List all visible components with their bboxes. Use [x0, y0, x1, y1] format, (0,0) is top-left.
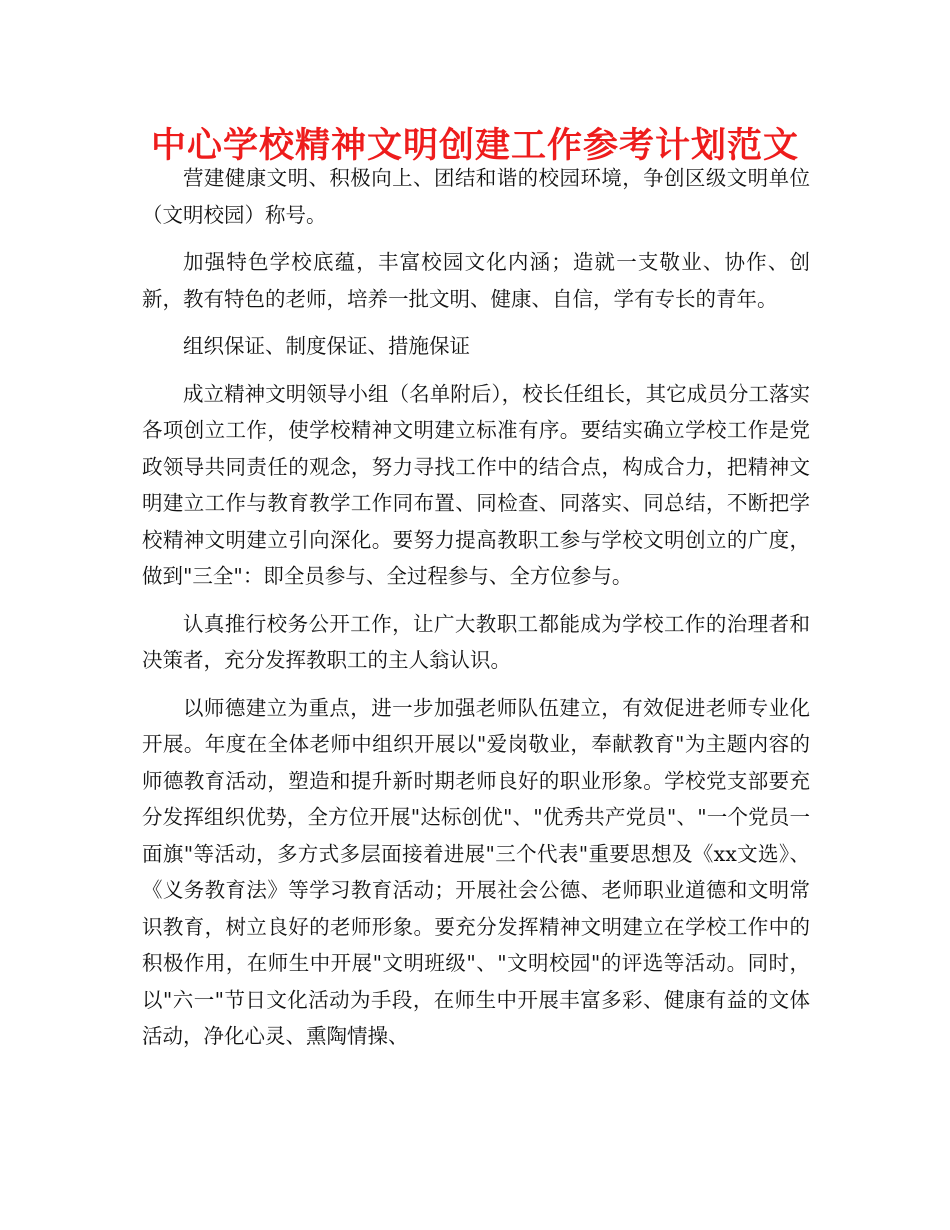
paragraph-1: 营建健康文明、积极向上、团结和谐的校园环境，争创区级文明单位（文明校园）称号。 — [142, 166, 810, 227]
paragraph-4: 成立精神文明领导小组（名单附后），校长任组长，其它成员分工落实各项创立工作，使学校精神文明建立标准有序。要结实确立学校工作是党政领导共同责任的观念，努力寻找工作中的结合点，构成合力，把精神文明建立工作与教育教学工作同布置、同检查、同落实、同总结，不断把学校精神文明建立引向深化。要努力提高教职工参与学校文明创立的广度，做到"三全"：即全员参与、全过程参与、全方位参与。 — [142, 381, 810, 588]
document-body — [142, 160, 810, 1055]
paragraph-6: 以师德建立为重点，进一步加强老师队伍建立，有效促进老师专业化开展。年度在全体老师中组织开展以"爱岗敬业，奉献教育"为主题内容的师德教育活动，塑造和提升新时期老师良好的职业形象。学校党支部要充分发挥组织优势，全方位开展"达标创优"、"优秀共产党员"、"一个党员一面旗"等活动，多方式多层面接着进展"三个代表"重要思想及《xx文选》、《义务教育法》等学习教育活动；开展社会公德、老师职业道德和文明常识教育，树立良好的老师形象。要充分发挥精神文明建立在学校工作中的积极作用，在师生中开展"文明班级"、"文明校园"的评选等活动。同时，以"六一"节日文化活动为手段，在师生中开展丰富多彩、健康有益的文体活动，净化心灵、熏陶情操、 — [142, 695, 810, 1048]
document-title: 中心学校精神文明创建工作参考计划范文 — [150, 126, 799, 166]
paragraph-3: 组织保证、制度保证、措施保证 — [183, 334, 470, 358]
paragraph-5: 认真推行校务公开工作，让广大教职工都能成为学校工作的治理者和决策者，充分发挥教职工的主人翁认识。 — [142, 611, 810, 672]
paragraph-2: 加强特色学校底蕴，丰富校园文化内涵；造就一支敬业、协作、创新，教有特色的老师，培养一批文明、健康、自信，学有专长的青年。 — [142, 250, 810, 311]
